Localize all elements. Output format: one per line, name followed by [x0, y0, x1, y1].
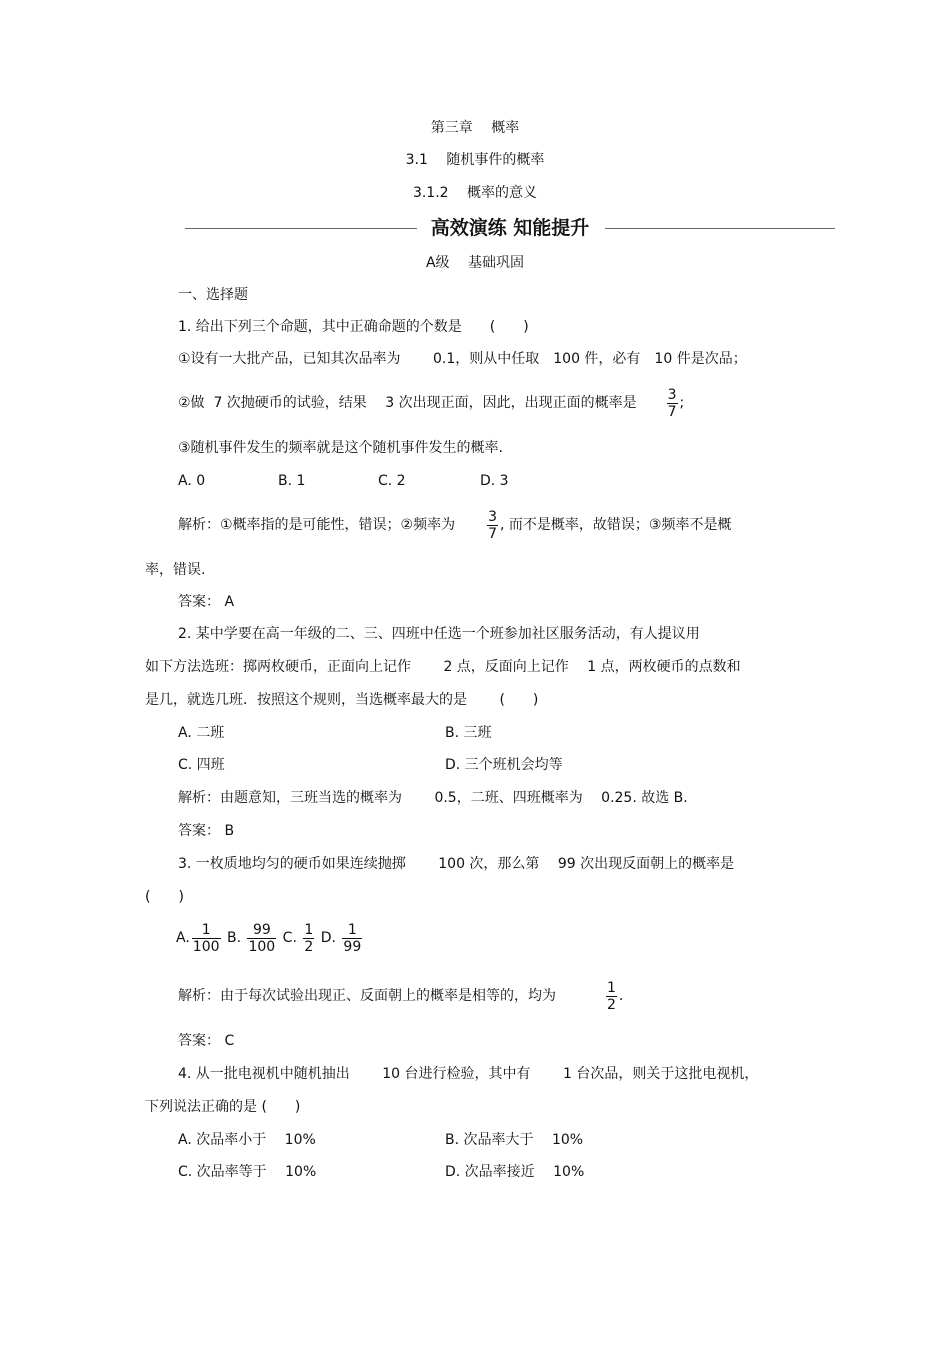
section-title: 3.1 随机事件的概率 — [405, 152, 545, 168]
fraction-denominator: 99 — [343, 938, 362, 955]
fraction-denominator: 2 — [607, 996, 616, 1013]
q1-statement-2 — [178, 386, 684, 420]
exercise-banner — [185, 215, 835, 241]
q2-line-2: 如下方法选班：掷两枚硬币，正面向上记作 2 点，反面向上记作 1 点，两枚硬币的点数和 — [145, 659, 741, 675]
q3-option-d — [320, 921, 365, 955]
q2-option-c: C. 四班 — [178, 757, 225, 773]
q2-analysis: 解析：由题意知，三班当选的概率为 0.5，二班、四班概率为 0.25. 故选 B. — [178, 790, 688, 806]
q3-analysis — [178, 979, 623, 1013]
fraction-numerator: 3 — [667, 386, 677, 403]
fraction-denominator: 100 — [248, 938, 276, 955]
q3-line-1: 3. 一枚质地均匀的硬币如果连续抛掷 100 次，那么第 99 次出现反面朝上的概率是 — [178, 856, 735, 872]
fraction-denominator: 2 — [304, 938, 314, 955]
q1-statement-2-tail: ; — [679, 395, 685, 411]
fraction-denominator: 7 — [488, 525, 498, 542]
fraction-numerator: 1 — [607, 979, 616, 996]
q2-option-a: A. 二班 — [178, 725, 225, 741]
fraction-denominator: 100 — [192, 938, 220, 955]
level-title: A级 基础巩固 — [425, 255, 525, 271]
fraction-numerator: 1 — [304, 921, 314, 938]
q1-analysis-continued: 率，错误. — [145, 562, 206, 578]
q2-option-d: D. 三个班机会均等 — [445, 757, 563, 773]
q1-option-b: B. 1 — [278, 473, 306, 489]
q1-statement-2-text: ②做 7 次抛硬币的试验，结果 3 次出现正面，因此，出现正面的概率是 — [178, 395, 637, 411]
part-title: 一、选择题 — [178, 287, 248, 303]
fraction-numerator: 99 — [252, 921, 271, 938]
q4-option-d: D. 次品率接近 10% — [445, 1164, 585, 1180]
q4-line-1: 4. 从一批电视机中随机抽出 10 台进行检验，其中有 1 台次品，则关于这批电视机， — [178, 1066, 759, 1082]
q3-option-d-label: D. — [320, 930, 336, 946]
q4-line-2: 下列说法正确的是 ( ) — [145, 1099, 301, 1115]
q1-fraction — [667, 387, 678, 420]
q1-analysis-fraction — [487, 509, 498, 542]
fraction-numerator: 1 — [347, 921, 357, 938]
q3-analysis-text: 解析：由于每次试验出现正、反面朝上的概率是相等的，均为 — [178, 988, 556, 1004]
q3-answer: 答案： C — [178, 1033, 235, 1049]
q3-option-a-fraction — [192, 922, 221, 955]
subsection-title: 3.1.2 概率的意义 — [412, 185, 538, 201]
q1-option-d: D. 3 — [480, 473, 509, 489]
q3-option-c-label: C. — [282, 930, 297, 946]
q3-line-2: ( ) — [145, 889, 184, 905]
q3-option-b-fraction — [247, 922, 276, 955]
q2-option-b: B. 三班 — [445, 725, 492, 741]
q3-option-a-label: A. — [176, 930, 190, 946]
banner-text: 高效演练 知能提升 — [430, 217, 590, 239]
q2-line-3: 是几，就选几班．按照这个规则，当选概率最大的是 ( ) — [145, 692, 539, 708]
q1-answer: 答案： A — [178, 594, 235, 610]
q4-option-b: B. 次品率大于 10% — [445, 1132, 584, 1148]
q3-option-a — [176, 921, 223, 955]
q1-statement-1: ①设有一大批产品，已知其次品率为 0.1，则从中任取 100 件，必有 10 件是次品； — [178, 351, 747, 367]
fraction-numerator: 3 — [488, 508, 498, 525]
q1-analysis-text-a: 解析：①概率指的是可能性，错误；②频率为 — [178, 517, 456, 533]
q1-analysis-text-b: , 而不是概率，故错误；③频率不是概 — [500, 517, 732, 533]
q4-option-c: C. 次品率等于 10% — [178, 1164, 317, 1180]
q3-analysis-tail: . — [618, 988, 624, 1004]
q1-option-a: A. 0 — [178, 473, 206, 489]
q1-option-c: C. 2 — [378, 473, 406, 489]
q3-option-b — [226, 921, 278, 955]
fraction-numerator: 1 — [201, 921, 211, 938]
q3-options — [176, 920, 364, 956]
chapter-title: 第三章 概率 — [430, 120, 520, 136]
q3-analysis-fraction — [606, 980, 617, 1013]
q3-option-c — [282, 921, 317, 955]
q4-option-a: A. 次品率小于 10% — [178, 1132, 316, 1148]
q2-line-1: 2. 某中学要在高一年级的二、三、四班中任选一个班参加社区服务活动，有人提议用 — [178, 626, 700, 642]
q2-answer: 答案： B — [178, 823, 235, 839]
q3-option-d-fraction — [342, 922, 362, 955]
q1-analysis — [178, 508, 731, 542]
q3-option-b-label: B. — [226, 930, 242, 946]
q1-statement-3: ③随机事件发生的频率就是这个随机事件发生的概率. — [178, 440, 503, 456]
fraction-denominator: 7 — [667, 403, 677, 420]
q1-stem: 1. 给出下列三个命题，其中正确命题的个数是 ( ) — [178, 319, 529, 335]
q3-option-c-fraction — [303, 922, 314, 955]
